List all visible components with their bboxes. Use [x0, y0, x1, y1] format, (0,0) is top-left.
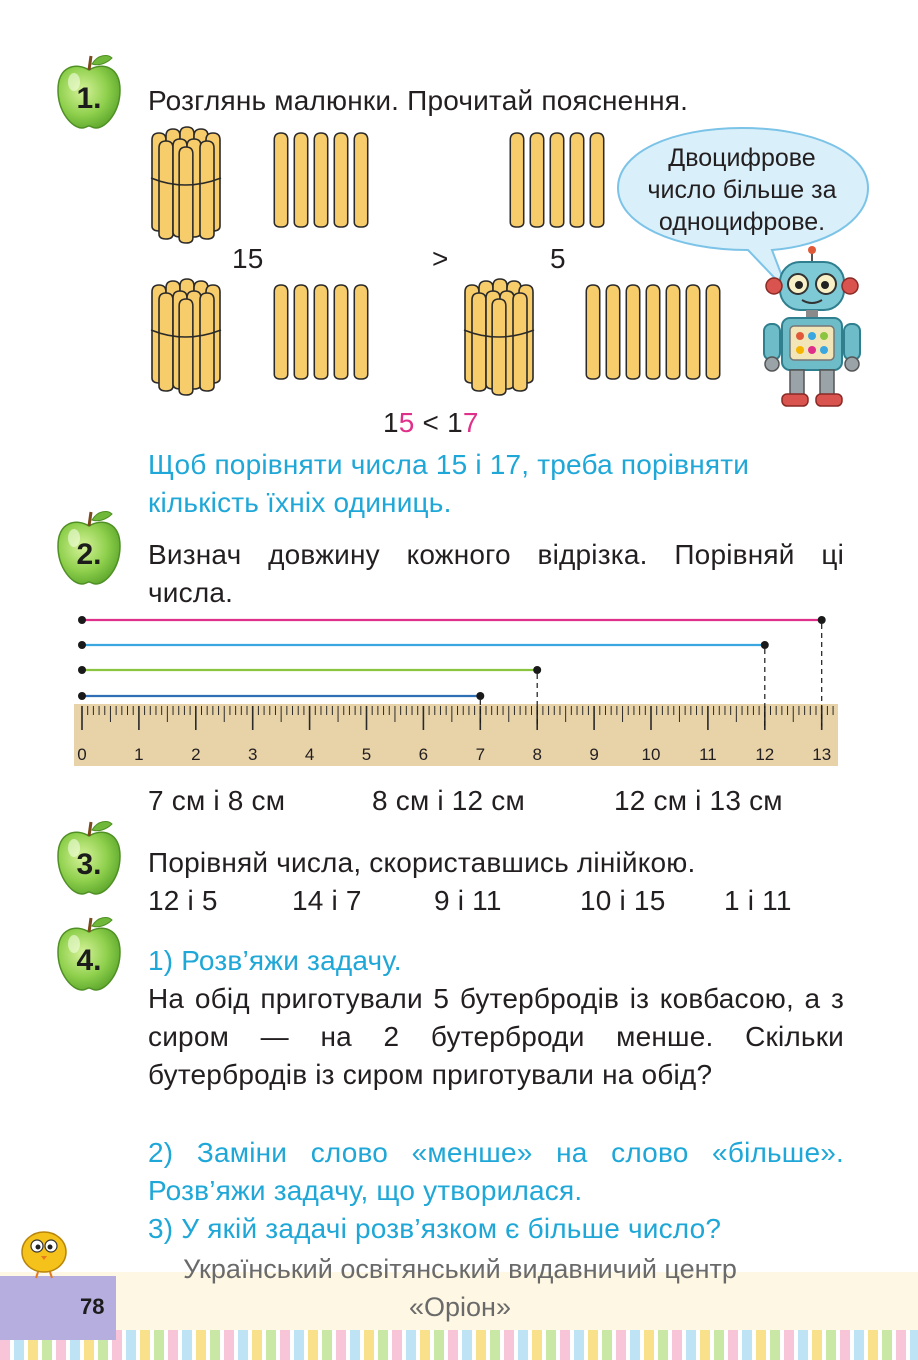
ruler-label: 10: [641, 745, 661, 764]
segment-endpoint: [78, 666, 86, 674]
segments-and-ruler: [70, 608, 850, 772]
exercise-number-2: 2.: [76, 538, 102, 571]
ex1-instruction: Розглянь малюнки. Прочитай пояснення.: [148, 85, 689, 116]
bubble-line-1: Двоцифрове: [668, 144, 816, 172]
ruler-body: [74, 704, 838, 766]
publisher-line-2: «Оріон»: [409, 1292, 511, 1322]
page-number: 78: [80, 1294, 105, 1319]
bundle-of-ten-sticks-2: [145, 270, 225, 398]
robot-illustration: [756, 244, 868, 412]
segment-endpoint: [533, 666, 541, 674]
ex4-part1-text: На обід приготували 5 бутербродів із ковбасою, а з сиром — на 2 бутерброди менше. Скільки бутербродів із сиром приготували на обід?: [148, 983, 844, 1090]
number-fifteen: 15: [232, 243, 264, 274]
ruler-label: 3: [247, 745, 258, 764]
publisher-line-1: Український освітянський видавничий центр: [183, 1254, 737, 1284]
digit-units-7: 7: [462, 407, 479, 438]
chick-mascot-icon: [10, 1222, 74, 1280]
segment-endpoint: [818, 616, 826, 624]
ex4-part1-title: 1) Розв’яжи задачу.: [148, 945, 402, 976]
ex3-pair-5: 1 і 11: [724, 885, 792, 916]
seven-single-sticks: [582, 284, 730, 382]
number-five: 5: [550, 243, 566, 274]
ruler-label: 6: [418, 745, 429, 764]
less-than-sign: <: [422, 407, 440, 438]
ex2-pair-1: 7 см і 8 см: [148, 785, 286, 816]
ruler-label: 12: [755, 745, 775, 764]
ex3-pair-3: 9 і 11: [434, 885, 502, 916]
digit-tens-1b: 1: [447, 407, 463, 438]
ex2-pair-3: 12 см і 13 см: [614, 785, 783, 816]
ruler-label: 9: [589, 745, 599, 764]
ex2-pair-2: 8 см і 12 см: [372, 785, 525, 816]
ruler-label: 4: [304, 745, 315, 764]
segment-endpoint: [78, 692, 86, 700]
ex3-pair-2: 14 і 7: [292, 885, 362, 916]
exercise-number-4: 4.: [76, 944, 102, 977]
ruler-label: 8: [532, 745, 542, 764]
digit-tens-1: 1: [383, 407, 399, 438]
ruler-label: 13: [812, 745, 832, 764]
ex2-instruction: Визнач довжину кожного відрізка. Порівняй ці числа.: [148, 539, 844, 608]
ruler-label: 1: [134, 745, 144, 764]
exercise-number-1: 1.: [76, 82, 102, 115]
comparison-15-less-17: [383, 404, 479, 442]
ruler-label: 11: [699, 745, 717, 764]
segment-endpoint: [476, 692, 484, 700]
segment-endpoint: [78, 641, 86, 649]
five-single-sticks-2: [506, 132, 612, 230]
bundle-of-ten-sticks-1: [145, 118, 225, 246]
bubble-line-3: одноцифрове.: [658, 208, 826, 236]
ex4-part2: 2) Заміни слово «менше» на слово «більше». Розв’яжи задачу, що утворилася.: [148, 1137, 844, 1206]
bubble-line-2: число більше за: [647, 176, 837, 204]
bundle-of-ten-sticks-3: [458, 270, 538, 398]
ex1-explanation: Щоб порівняти числа 15 і 17, треба порівняти кількість їхніх одиниць.: [148, 449, 750, 518]
exercise-number-3: 3.: [76, 848, 102, 881]
five-single-sticks-1: [270, 132, 376, 230]
segment-endpoint: [78, 616, 86, 624]
ex4-part3: 3) У якій задачі розв’язком є більше число?: [148, 1213, 722, 1244]
ex3-pair-1: 12 і 5: [148, 885, 218, 916]
greater-than-sign: >: [432, 243, 449, 274]
five-single-sticks-3: [270, 284, 376, 382]
ruler-label: 5: [361, 745, 372, 764]
digit-units-5: 5: [398, 407, 415, 438]
ex3-instruction: Порівняй числа, скориставшись лінійкою.: [148, 847, 696, 878]
ruler-label: 2: [191, 745, 201, 764]
ruler-label: 0: [77, 745, 87, 764]
ex3-pair-4: 10 і 15: [580, 885, 666, 916]
footer-stripe: [0, 1330, 918, 1360]
ruler-label: 7: [475, 745, 486, 764]
segment-endpoint: [761, 641, 769, 649]
